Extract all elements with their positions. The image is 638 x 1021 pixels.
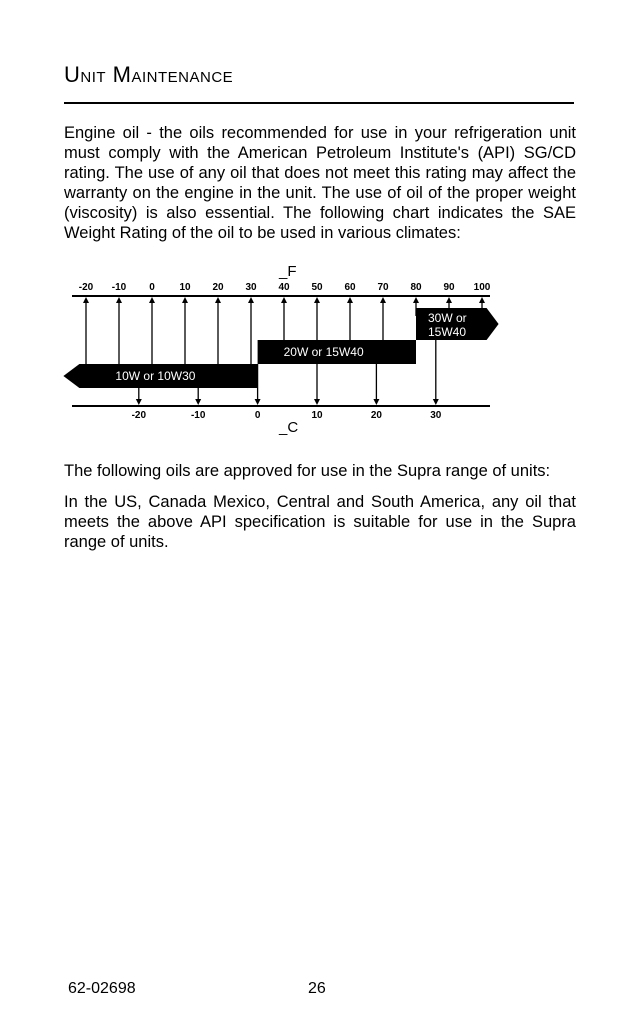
celsius-unit-label: _C bbox=[279, 419, 299, 436]
page-number: 26 bbox=[308, 980, 326, 997]
document-number: 62-02698 bbox=[68, 980, 136, 997]
celsius-tick-label: 10 bbox=[311, 410, 323, 421]
celsius-arrowhead bbox=[433, 399, 439, 405]
fahrenheit-arrowhead bbox=[182, 297, 188, 303]
api-spec-paragraph: In the US, Canada Mexico, Central and South America, any oil that meets the above API specification is suitable for use in the Supra range of units. bbox=[64, 493, 576, 551]
oil-band-label: 30W or bbox=[428, 311, 467, 325]
celsius-tick-label: 0 bbox=[254, 410, 261, 421]
fahrenheit-arrowhead bbox=[116, 297, 122, 303]
fahrenheit-tick-label: 20 bbox=[212, 282, 224, 293]
celsius-tick-label: -20 bbox=[131, 410, 147, 421]
celsius-arrowhead bbox=[255, 399, 261, 405]
fahrenheit-tick-label: 90 bbox=[443, 282, 455, 293]
engine-oil-paragraph: Engine oil - the oils recommended for use in your refrigeration unit must comply with the American Petroleum Institute's (API) SG/CD rating. The use of any oil that does not meet this rating may affect the warranty on the engine in the unit. The use of oil of the proper weight (viscosity) is also essential. The following chart indicates the SAE Weight Rating of the oil to be used in various climates: bbox=[64, 124, 576, 242]
fahrenheit-tick-label: 60 bbox=[344, 282, 356, 293]
fahrenheit-tick-label: 50 bbox=[311, 282, 323, 293]
celsius-arrowhead bbox=[373, 399, 379, 405]
celsius-arrowhead bbox=[136, 399, 142, 405]
fahrenheit-arrowhead bbox=[413, 297, 419, 303]
approved-oils-paragraph: The following oils are approved for use in the Supra range of units: bbox=[64, 462, 551, 480]
fahrenheit-arrowhead bbox=[248, 297, 254, 303]
fahrenheit-tick-label: 30 bbox=[245, 282, 257, 293]
celsius-tick-label: 20 bbox=[370, 410, 382, 421]
fahrenheit-arrowhead bbox=[479, 297, 485, 303]
oil-band-label: 20W or 15W40 bbox=[283, 345, 364, 359]
title-divider bbox=[64, 102, 574, 104]
fahrenheit-tick-label: 40 bbox=[278, 282, 290, 293]
celsius-tick-label: -10 bbox=[190, 410, 206, 421]
fahrenheit-tick-label: 70 bbox=[377, 282, 389, 293]
fahrenheit-tick-label: -20 bbox=[78, 282, 94, 293]
fahrenheit-unit-label: _F bbox=[279, 263, 297, 280]
celsius-arrowhead bbox=[195, 399, 201, 405]
fahrenheit-arrowhead bbox=[281, 297, 287, 303]
fahrenheit-tick-label: 80 bbox=[410, 282, 422, 293]
page-title: Unit Maintenance bbox=[64, 62, 234, 87]
fahrenheit-arrowhead bbox=[215, 297, 221, 303]
fahrenheit-arrowhead bbox=[149, 297, 155, 303]
fahrenheit-tick-label: -10 bbox=[111, 282, 127, 293]
fahrenheit-tick-label: 0 bbox=[149, 282, 155, 293]
fahrenheit-arrowhead bbox=[347, 297, 353, 303]
celsius-arrowhead bbox=[314, 399, 320, 405]
fahrenheit-arrowhead bbox=[446, 297, 452, 303]
fahrenheit-arrowhead bbox=[314, 297, 320, 303]
oil-band-label: 10W or 10W30 bbox=[115, 369, 196, 383]
fahrenheit-arrowhead bbox=[380, 297, 386, 303]
fahrenheit-tick-label: 10 bbox=[179, 282, 191, 293]
celsius-tick-label: 30 bbox=[430, 410, 442, 421]
oil-band-label: 15W40 bbox=[428, 325, 467, 339]
oil-viscosity-chart bbox=[62, 256, 512, 442]
fahrenheit-arrowhead bbox=[83, 297, 89, 303]
fahrenheit-tick-label: 100 bbox=[473, 282, 491, 293]
